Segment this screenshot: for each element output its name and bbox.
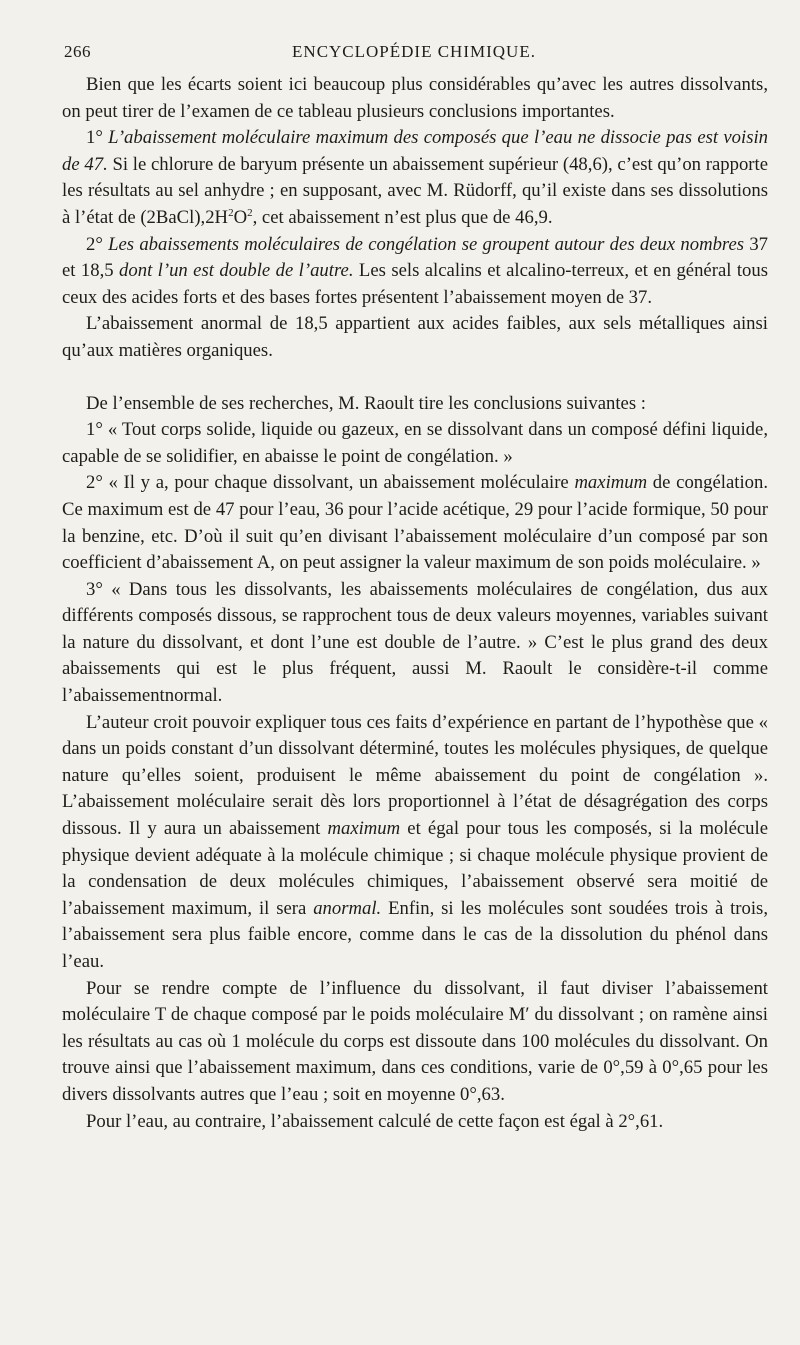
paragraph-quote-2: 2° « Il y a, pour chaque dissolvant, un abaissement moléculaire maximum de congélation. Ce maximum est de 47 pour l’eau, 36 pour l’acide acétique, 29 pour l’acide formique, 50 pour la benzine, etc. D’où il suit qu’en divisant l’abaissement moléculaire d’un composé par son coefficient d’abaissement A, on peut assigner la valeur maximum de son poids moléculaire. »	[62, 472, 768, 574]
paragraph-hypothesis: L’auteur croit pouvoir expliquer tous ces faits d’expérience en partant de l’hypothèse que « dans un poids constant d’un dissolvant déterminé, toutes les molécules physiques, de quelque nature qu’elles soient, produisent le même abaissement du point de congélation ». L’abaissement moléculaire serait dès lors proportionnel à l’état de désagrégation des corps dissous. Il y aura un abaissement maximum et égal pour tous les composés, si la molécule physique devient adéquate à la molécule chimique ; si chaque molécule physique provient de la condensation de deux molécules chimiques, l’abaissement observé sera moitié de l’abaissement maximum, il sera anormal. Enfin, si les molécules sont soudées trois à trois, l’abaissement sera plus faible encore, comme dans le cas de la dissolution du phénol dans l’eau.	[62, 711, 769, 972]
paragraph: Pour l’eau, au contraire, l’abaissement calculé de cette façon est égal à 2°,61.	[86, 1110, 664, 1132]
paragraph-quote-1: 1° « Tout corps solide, liquide ou gazeux, en se dissolvant dans un composé défini liquide, capable de se solidifier, en abaisse le point de congélation. »	[62, 419, 768, 467]
paragraph-conclusion-1: 1° L’abaissement moléculaire maximum des composés que l’eau ne dissocie pas est voisin de 47. Si le chlorure de baryum présente un abaissement supérieur (48,6), c’est qu’on rapporte les résultats au sel anhydre ; en supposant, avec M. Rüdorff, qu’il existe dans ses dissolutions à l’état de $(2BaCl),2H^2O^2$, cet abaissement n’est plus que de 46,9.	[62, 127, 769, 228]
paragraph: De l’ensemble de ses recherches, M. Raoult tire les conclusions suivantes :	[86, 392, 646, 414]
page-number: 266	[64, 42, 91, 61]
running-title: ENCYCLOPÉDIE CHIMIQUE.	[292, 42, 536, 61]
paragraph-conclusion-2: 2° Les abaissements moléculaires de congélation se groupent autour des deux nombres 37 et 18,5 dont l’un est double de l’autre. Les sels alcalins et alcalino-terreux, et en général tous ceux des acides forts et des bases fortes présentent l’abaissement moyen de 37.	[62, 233, 769, 308]
paragraph: L’abaissement anormal de 18,5 appartient aux acides faibles, aux sels métalliques ainsi qu’aux matières organiques.	[62, 313, 768, 361]
page-body	[62, 72, 768, 1135]
paragraph: Pour se rendre compte de l’influence du dissolvant, il faut diviser l’abaissement moléculaire T de chaque composé par le poids moléculaire M′ du dissolvant ; on ramène ainsi les résultats au cas où 1 molécule du corps est dissoute dans 100 molécules du dissolvant. On trouve ainsi que l’abaissement maximum, dans ces conditions, varie de 0°,59 à 0°,65 pour les divers dissolvants autres que l’eau ; soit en moyenne 0°,63.	[62, 977, 768, 1105]
paragraph-quote-3: 3° « Dans tous les dissolvants, les abaissements moléculaires de congélation, dus aux différents composés dissous, se rapprochent tous de deux valeurs moyennes, variables suivant la nature du dissolvant, et dont l’une est double de l’autre. » C’est le plus grand des deux abaissements qui est le plus fréquent, aussi M. Raoult le considère-t-il comme l’abaissementnormal.	[62, 578, 768, 707]
running-header	[64, 42, 764, 66]
paragraph: Bien que les écarts soient ici beaucoup plus considérables qu’avec les autres dissolvants, on peut tirer de l’examen de ce tableau plusieurs conclusions importantes.	[62, 74, 768, 122]
section-gap	[62, 365, 768, 391]
